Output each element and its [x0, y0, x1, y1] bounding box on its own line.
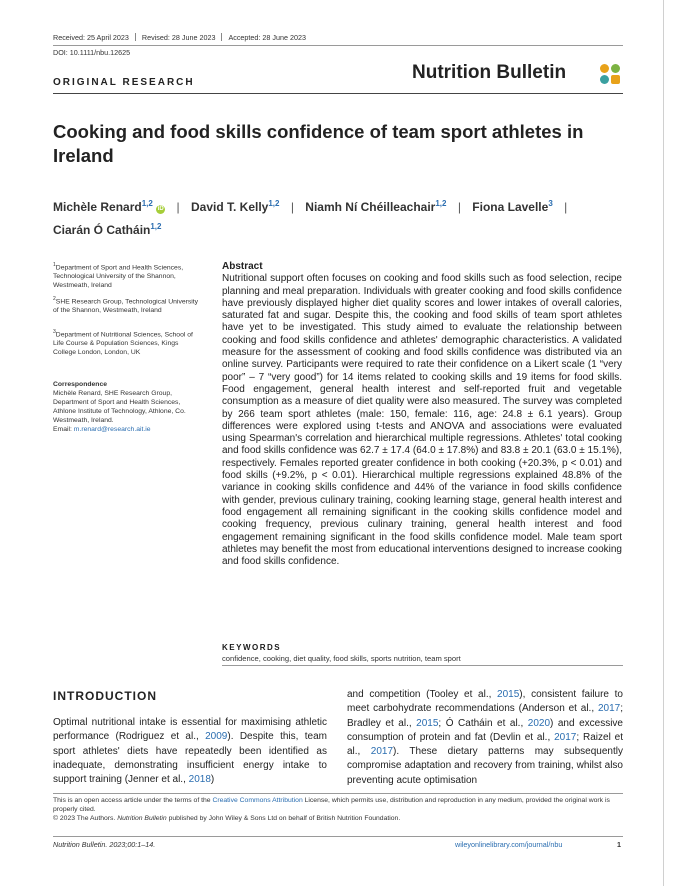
body-text: ). Despite this, team sport athletes' diets have repeatedly been identified as inadequate, demonstrating insufficient energy intake to support training (Jenner et al.,	[53, 731, 328, 786]
citation-link[interactable]: 2017	[554, 731, 577, 743]
divider	[222, 665, 623, 666]
intro-column-right	[347, 688, 623, 788]
license-note: This is an open access article under the terms of the Creative Commons Attribution License, which permits use, distribution and reproduction in any medium, provided the original work is properly cited. © 2023 The Authors. Nutrition Bulletin published by John Wiley & Sons Ltd on behalf of British Nutrition Foundation.	[53, 797, 610, 822]
citation-link[interactable]: 2017	[370, 746, 394, 758]
article-dates	[53, 33, 623, 42]
body-text: )	[210, 774, 215, 786]
author-name[interactable]: Fiona Lavelle	[472, 200, 549, 214]
received-date: Received: 25 April 2023	[53, 33, 129, 42]
author-name[interactable]: Michèle Renard	[53, 200, 142, 214]
revised-date: Revised: 28 June 2023	[141, 33, 216, 42]
body-text: Optimal nutritional intake is essential for maximising athletic performance (Rodriguez et al.,	[53, 717, 327, 743]
author-name[interactable]: Ciarán Ó Catháin	[53, 223, 151, 237]
accepted-date: Accepted: 28 June 2023	[228, 33, 306, 42]
citation-link[interactable]: 2017	[597, 703, 621, 715]
correspondence: Correspondence Michèle Renard, SHE Research Group, Department of Sport and Health Sciences, Athlone Institute of Technology, Athlone, Co. Westmeath, Ireland. Email: m.renard@research.ait.ie	[53, 380, 203, 434]
citation-link[interactable]: 2009	[205, 731, 228, 743]
divider	[53, 793, 623, 794]
affiliation: $^2$SHE Research Group, Technological University of the Shannon, Westmeath, Ireland	[53, 296, 199, 315]
divider	[53, 836, 623, 837]
journal-url-link[interactable]: wileyonlinelibrary.com/journal/nbu	[455, 840, 563, 849]
body-text: and competition (Tooley et al.,	[347, 689, 498, 700]
divider	[53, 45, 623, 46]
citation: Nutrition Bulletin. 2023;00:1–14.	[53, 840, 156, 849]
keywords-list: confidence, cooking, diet quality, food skills, sports nutrition, team sport	[222, 654, 461, 663]
section-label: ORIGINAL RESEARCH	[53, 77, 195, 88]
journal-logo-icon	[600, 64, 622, 86]
correspondence-heading: Correspondence	[53, 381, 108, 388]
article-title: Cooking and food skills confidence of team sport athletes in Ireland	[53, 121, 584, 166]
citation-link[interactable]: 2020	[527, 717, 551, 729]
author-affiliation: 1,2	[141, 199, 153, 208]
orcid-icon[interactable]: iD	[157, 206, 164, 212]
abstract	[222, 261, 622, 568]
header-rule	[53, 93, 623, 94]
abstract-heading: Abstract	[222, 261, 263, 272]
author-affiliation: 3	[548, 199, 553, 208]
body-text: ) and excessive consumption of protein and fat (Devlin et al.,	[347, 717, 623, 743]
keywords-heading: KEYWORDS	[222, 643, 282, 652]
citation-link[interactable]: 2015	[497, 689, 520, 700]
author-affiliation: 1,2	[435, 199, 447, 208]
body-text: ; Raizel et al.,	[347, 731, 623, 758]
intro-column-left	[53, 716, 327, 787]
author-list: Michèle Renard$^{1,2}$ iD | David T. Kelly$^{1,2}$ | Niamh Ní Chéilleachair$^{1,2}$ | Fiona Lavelle$^3$ | Ciarán Ó Catháin$^{1,2}$	[53, 199, 568, 237]
page-number: 1	[617, 840, 621, 849]
body-text: ). These dietary patterns may subsequently compromise adaptation and recovery from training, whilst also preventing acute optimisation	[347, 746, 623, 786]
author-name[interactable]: Niamh Ní Chéilleachair	[305, 200, 436, 214]
citation-link[interactable]: 2015	[416, 717, 439, 729]
author-affiliation: 1,2	[150, 222, 162, 231]
body-text: ), consistent failure to meet carbohydrate recommendations (Anderson et al.,	[347, 689, 623, 715]
abstract-text: Nutritional support often focuses on cooking and food skills such as food selection, recipe planning and meal preparation. Individuals with greater cooking and food skills confidence have previously displayed higher diet quality scores and lower intakes of overall calories, saturated fat and sugar. Despite this, the cooking and food skills of team sport athletes have yet to be investigated. This study aimed to evaluate the relationship between cooking and food skills confidence and athletes' demographic characteristics. A validated measure for the assessment of cooking and food skills confidence was distributed via an online survey. Participants were required to rate their confidence on a Likert scale (1 “very poor” – 7 “very good”) for 14 items related to cooking skills and 19 items for food skills. Food engagement, general health interest and self-reported fruit and vegetable consumption as a measure of diet quality were also measured. The survey was completed by 266 team sport athletes (male: 150, female: 116, age: 24.8 ± 6.1 years). Group differences were explored using t-tests and ANOVA and associations were evaluated using Spearman's correlation and hierarchical multiple regressions. Athletes' total cooking and food skills confidence was 62.7 ± 17.4 (64.0 ± 17.8%) and 83.8 ± 20.1 (63.0 ± 15.1%), respectively. Females reported greater confidence in both cooking (+20.3%, p < 0.01) and food skills (+9.2%, p < 0.01). Hierarchical multiple regressions explained 48.8% of the variance in cooking skills confidence and 44% of the variance in food skills confidence with gender, previous culinary training, cooking learning stage, general health interest and food engagement all remaining significant in the cooking skills confidence model and cooking frequency, previous culinary training, general health interest and food engagement remaining significant in the food skills confidence model. Male team sport athletes may benefit the most from educational interventions designed to increase cooking and food skills confidence.	[222, 273, 622, 568]
body-text: ; Ó Catháin et al.,	[438, 717, 528, 729]
affiliation: $^1$Department of Sport and Health Sciences, Technological University of the Shannon, Westmeath, Ireland	[53, 262, 184, 290]
author-name[interactable]: David T. Kelly	[190, 200, 269, 214]
section-heading: INTRODUCTION	[53, 689, 157, 703]
journal-name: Nutrition Bulletin	[412, 62, 567, 83]
correspondence-text: Michèle Renard, SHE Research Group, Department of Sport and Health Sciences, Athlone Institute of Technology, Athlone, Co. Westmeath, Ireland.	[53, 390, 186, 424]
body-text: ; Bradley et al.,	[347, 703, 623, 729]
author-affiliation: 1,2	[268, 199, 280, 208]
doi[interactable]: DOI: 10.1111/nbu.12625	[53, 48, 131, 57]
citation-link[interactable]: 2018	[188, 774, 211, 786]
license-link[interactable]: Creative Commons Attribution	[212, 797, 303, 804]
email-link[interactable]: m.renard@research.ait.ie	[73, 426, 151, 433]
affiliation: $^3$Department of Nutritional Sciences, School of Life Course & Population Sciences, Kings College London, London, UK	[53, 329, 193, 357]
